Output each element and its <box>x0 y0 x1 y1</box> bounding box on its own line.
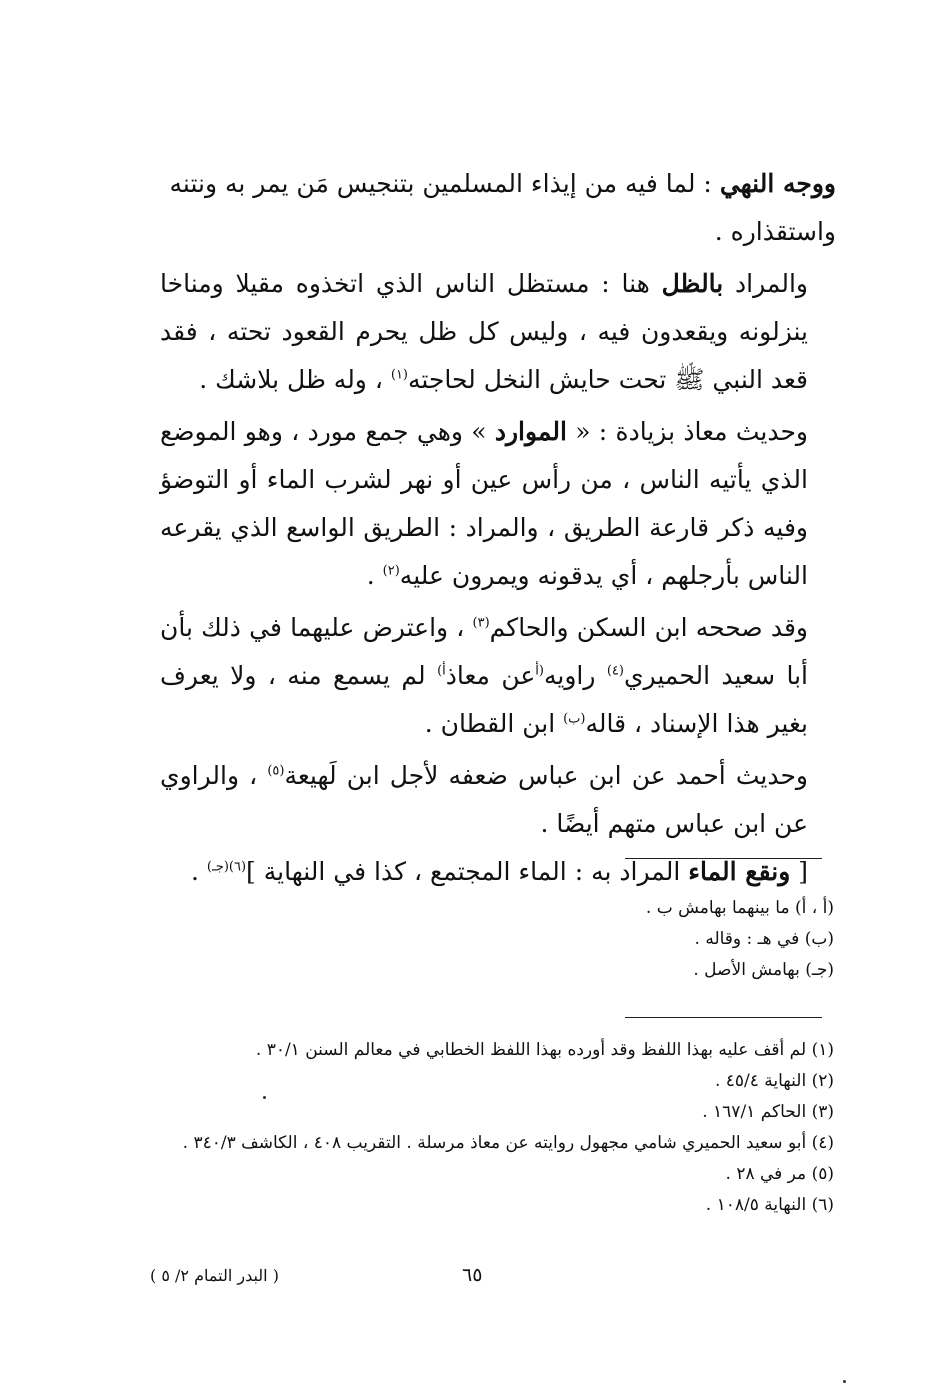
p2-c: ، وله ظل بلاشك . <box>199 365 391 394</box>
variant-ref-a-open: (أ <box>535 663 544 679</box>
footnote-ref-1: (١) <box>390 367 408 383</box>
p6-a: [ <box>790 857 808 886</box>
variant-ref-a-close: أ) <box>437 663 446 679</box>
variant-note: (أ ، أ) ما بينهما بهامش ب . <box>645 898 834 918</box>
p4-f: ابن القطان . <box>424 709 564 738</box>
p6-c: . <box>191 857 207 886</box>
term-mawarid: الموارد <box>494 417 567 446</box>
footnote-ref-4: (٤) <box>606 663 624 679</box>
variant-notes <box>154 893 834 986</box>
p4-a: وقد صححه ابن السكن والحاكم <box>489 613 808 642</box>
footnote-ref-3: (٣) <box>472 615 490 631</box>
variant-ref-b: (ب) <box>563 711 586 727</box>
scan-speck <box>263 1096 266 1099</box>
p2-b: هنا : مستظل الناس الذي اتخذوه مقيلا ومناخا ينزلونه ويقعدون فيه ، وليس كل ظل يحرم القعود تحته ، فقد قعد النبي ﷺ تحت حايش النخل لحاجته <box>160 269 808 394</box>
footnote-ref-2: (٢) <box>382 563 400 579</box>
p5-b: ، والراوي عن ابن عباس متهم أيضًا . <box>160 761 808 838</box>
term-naq-al-maa: ونقع الماء <box>688 857 791 886</box>
p4-c: راويه <box>543 661 607 690</box>
footnote: (١) لم أقف عليه بهذا اللفظ وقد أورده بهذا اللفظ الخطابي في معالم السنن ٣٠/١ . <box>255 1040 834 1060</box>
p4-d: عن معاذ <box>445 661 536 690</box>
variant-note: (ب) في هـ : وقاله . <box>694 929 834 949</box>
footnote-ref-5: (٥) <box>267 763 285 779</box>
paragraph-2 <box>160 260 836 404</box>
p4-e: لم يسمع منه ، ولا يعرف بغير هذا الإسناد ، قاله <box>160 661 808 738</box>
paragraph-5 <box>160 752 836 848</box>
footnote: (٦) النهاية ١٠٨/٥ . <box>705 1195 834 1215</box>
p6-b: المراد به : الماء المجتمع ، كذا في النهاية ] <box>246 857 689 886</box>
book-signature: ( البدر التمام ٢/ ٥ ) <box>150 1266 279 1285</box>
p5-a: وحديث أحمد عن ابن عباس ضعفه لأجل ابن لَهيعة <box>284 761 809 790</box>
p3-c: . <box>366 561 383 590</box>
p3-b: » وهي جمع مورد ، وهو الموضع الذي يأتيه الناس ، من رأس عين أو نهر لشرب الماء أو التوضؤ وفيه ذكر قارعة الطريق ، والمراد : الطريق الواسع الذي يقرعه الناس بأرجلهم ، أي يدقونه ويمرون عليه <box>160 417 808 590</box>
p2-a: والمراد <box>723 269 808 298</box>
term-nahy: ووجه النهي <box>719 169 836 198</box>
page-number: ٦٥ <box>462 1264 483 1286</box>
footnotes-divider <box>625 1017 822 1018</box>
footnote: (٢) النهاية ٤٥/٤ . <box>714 1071 834 1091</box>
paragraph-1 <box>160 160 836 256</box>
variant-notes-divider <box>625 858 822 859</box>
footnotes <box>154 1035 834 1221</box>
paragraph-4 <box>160 604 836 748</box>
scan-speck <box>843 1380 846 1383</box>
variant-note: (جـ) بهامش الأصل . <box>693 960 834 980</box>
footnote-ref-6: (٦)(جـ) <box>206 859 247 875</box>
paragraph-6 <box>160 848 836 896</box>
p4-b: ، واعترض عليهما في ذلك بأن أبا سعيد الحميري <box>160 613 808 690</box>
main-text <box>160 160 836 896</box>
paragraph-3 <box>160 408 836 600</box>
p3-a: وحديث معاذ بزيادة : « <box>566 417 808 446</box>
p1-text: : لما فيه من إيذاء المسلمين بتنجيس مَن يمر به ونتنه واستقذاره . <box>169 169 836 246</box>
footnote: (٣) الحاكم ١٦٧/١ . <box>702 1102 834 1122</box>
footnote: (٤) أبو سعيد الحميري شامي مجهول روايته عن معاذ مرسلة . التقريب ٤٠٨ ، الكاشف ٣٤٠/٣ . <box>182 1133 834 1153</box>
term-zill: بالظل <box>661 269 724 298</box>
footnote: (٥) مر في ٢٨ . <box>725 1164 834 1184</box>
